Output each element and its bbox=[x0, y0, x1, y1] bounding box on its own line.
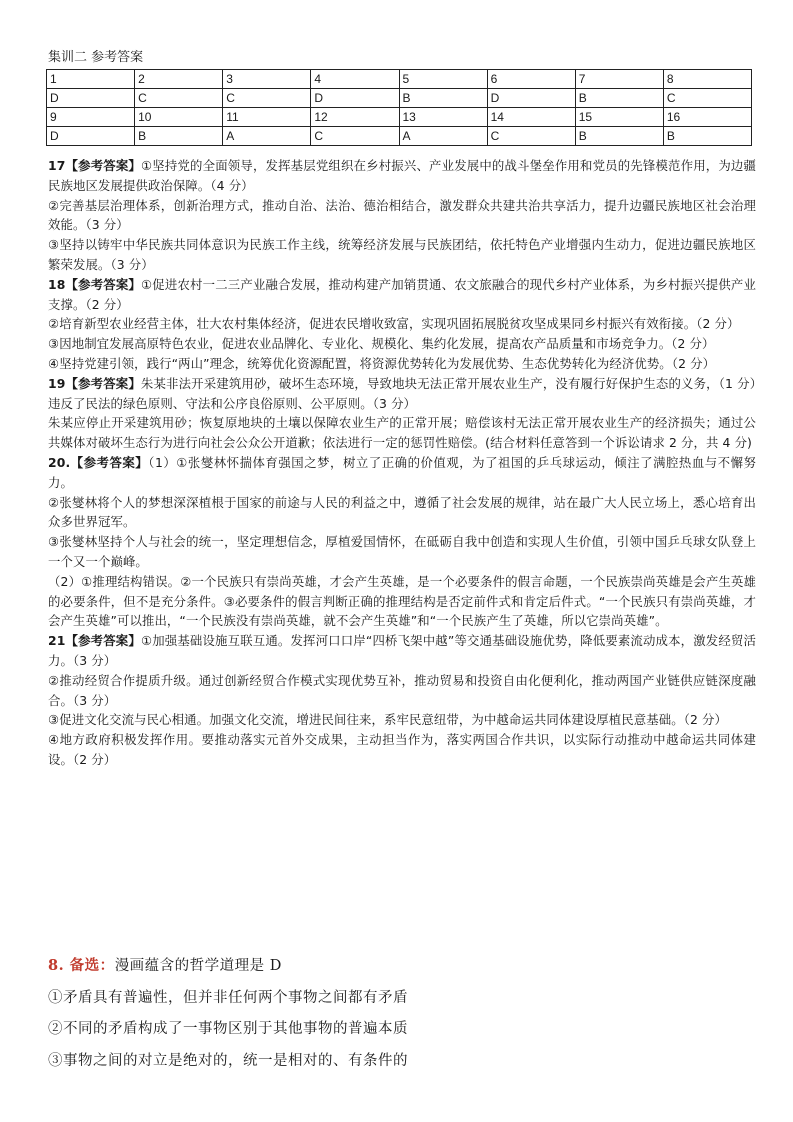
backup-option: ③事物之间的对立是绝对的，统一是相对的、有条件的 bbox=[48, 1052, 408, 1069]
answer-paragraph bbox=[48, 354, 756, 374]
answer-paragraph bbox=[48, 710, 756, 730]
answer-paragraph bbox=[48, 572, 756, 631]
answer-letter-row bbox=[47, 127, 752, 146]
answer-paragraph bbox=[48, 413, 756, 453]
answer-paragraph bbox=[48, 314, 756, 334]
answer-paragraph bbox=[48, 532, 756, 572]
answer-paragraph bbox=[48, 235, 756, 275]
answer-text: ①加强基础设施互联互通。发挥河口口岸“四桥飞架中越”等交通基础设施优势，降低要素流动成本，激发经贸活力。（3 分） bbox=[48, 633, 757, 668]
question-number-cell: 5 bbox=[399, 70, 487, 89]
question-reference-label: 19【参考答案】 bbox=[48, 375, 141, 391]
backup-heading: 8. 备选： bbox=[48, 957, 115, 974]
question-number-cell: 10 bbox=[135, 108, 223, 127]
answer-table bbox=[46, 69, 752, 146]
answer-text: ③坚持以铸牢中华民族共同体意识为民族工作主线，统筹经济发展与民族团结，依托特色产业增强内生动力，促进边疆民族地区繁荣发展。（3 分） bbox=[48, 237, 756, 272]
answer-text: ②完善基层治理体系，创新治理方式，推动自治、法治、德治相结合，激发群众共建共治共享活力，提升边疆民族地区社会治理效能。（3 分） bbox=[48, 197, 756, 233]
answer-text: （1）①张燮林怀揣体育强国之梦，树立了正确的价值观，为了祖国的乒乓球运动，倾注了满腔热血与不懈努力。 bbox=[48, 454, 757, 490]
question-number-cell: 13 bbox=[399, 108, 487, 127]
question-number-cell: 7 bbox=[575, 70, 663, 89]
answer-letter-cell: C bbox=[663, 89, 751, 108]
answer-letter-cell: A bbox=[223, 127, 311, 146]
backup-question-line bbox=[48, 950, 756, 983]
question-number-cell: 16 bbox=[663, 108, 751, 127]
question-number-cell: 6 bbox=[487, 70, 575, 89]
answer-letter-cell: D bbox=[311, 89, 399, 108]
answer-text: ②推动经贸合作提质升级。通过创新经贸合作模式实现优势互补，推动贸易和投资自由化便利化，推动两国产业链供应链深度融合。（3 分） bbox=[48, 672, 756, 708]
backup-option: ②不同的矛盾构成了一事物区别于其他事物的普遍本质 bbox=[48, 1021, 408, 1037]
answer-text: ④地方政府积极发挥作用。要推动落实元首外交成果，主动担当作为，落实两国合作共识，以实际行动推动中越命运共同体建设。（2 分） bbox=[48, 732, 756, 767]
answer-paragraph bbox=[48, 671, 756, 711]
answer-letter-cell: B bbox=[575, 127, 663, 146]
answer-letter-cell: B bbox=[575, 89, 663, 108]
answer-letter-cell: C bbox=[311, 127, 399, 146]
answer-letter-cell: B bbox=[663, 127, 751, 146]
answer-text: ③张燮林坚持个人与社会的统一，坚定理想信念，厚植爱国情怀，在砥砺自我中创造和实现人生价值，引领中国乒乓球女队登上一个又一个巅峰。 bbox=[48, 534, 756, 569]
question-reference-label: 20.【参考答案】 bbox=[48, 454, 149, 470]
answer-paragraph bbox=[48, 156, 756, 196]
backup-option: ①矛盾具有普遍性，但并非任何两个事物之间都有矛盾 bbox=[48, 989, 408, 1006]
question-reference-label: 17【参考答案】 bbox=[48, 158, 142, 173]
question-number-cell: 9 bbox=[47, 108, 135, 127]
answer-letter-cell: D bbox=[47, 127, 135, 146]
question-reference-label: 21【参考答案】 bbox=[48, 633, 141, 649]
answer-text: ④坚持党建引领，践行“两山”理念，统筹优化资源配置，将资源优势转化为发展优势、生态优势转化为经济优势。（2 分） bbox=[48, 355, 716, 371]
answer-text: 朱某应停止开采建筑用砂；恢复原地块的土壤以保障农业生产的正常开展；赔偿该村无法正常开展农业生产的经济损失；通过公共媒体对破坏生态行为进行向社会公众公开道歉；依法进行一定的惩罚性赔偿。(结合材料任意答到一个诉讼请求 2 分，共 4 分) bbox=[48, 415, 756, 451]
answer-text: ②培育新型农业经营主体，壮大农村集体经济，促进农民增收致富，实现巩固拓展脱贫攻坚成果同乡村振兴有效衔接。（2 分） bbox=[48, 316, 740, 332]
answer-text: 朱某非法开采建筑用砂，破坏生态环境，导致地块无法正常开展农业生产，没有履行好保护生态的义务，（1 分）违反了民法的绿色原则、守法和公序良俗原则、公平原则。（3 分） bbox=[48, 375, 756, 411]
answer-paragraph bbox=[48, 374, 756, 414]
answer-text: ①促进农村一二三产业融合发展，推动构建产加销贯通、农文旅融合的现代乡村产业体系，为乡村振兴提供产业支撑。（2 分） bbox=[48, 276, 756, 312]
question-number-row bbox=[47, 70, 752, 89]
question-number-cell: 14 bbox=[487, 108, 575, 127]
answer-paragraph bbox=[48, 493, 756, 533]
answer-explanations bbox=[48, 156, 756, 770]
question-number-cell: 8 bbox=[663, 70, 751, 89]
answer-text: ③因地制宜发展高原特色农业，促进农业品牌化、专业化、规模化、集约化发展，提高农产品质量和市场竞争力。（2 分） bbox=[48, 336, 715, 352]
question-number-cell: 3 bbox=[223, 70, 311, 89]
answer-paragraph bbox=[48, 631, 756, 671]
answer-letter-row bbox=[47, 89, 752, 108]
answer-paragraph bbox=[48, 730, 756, 770]
question-number-cell: 15 bbox=[575, 108, 663, 127]
answer-text: ③促进文化交流与民心相通。加强文化交流，增进民间往来，系牢民意纽带，为中越命运共同体建设厚植民意基础。（2 分） bbox=[48, 712, 728, 728]
question-number-cell: 1 bbox=[47, 70, 135, 89]
answer-letter-cell: D bbox=[487, 89, 575, 108]
question-number-row bbox=[47, 108, 752, 127]
question-reference-label: 18【参考答案】 bbox=[48, 276, 142, 292]
answer-text: ①坚持党的全面领导，发挥基层党组织在乡村振兴、产业发展中的战斗堡垒作用和党员的先锋模范作用，为边疆民族地区发展提供政治保障。（4 分） bbox=[48, 158, 756, 193]
question-number-cell: 11 bbox=[223, 108, 311, 127]
answer-text: ②张燮林将个人的梦想深深植根于国家的前途与人民的利益之中，遵循了社会发展的规律，站在最广大人民立场上，悉心培育出众多世界冠军。 bbox=[48, 494, 756, 530]
answer-paragraph bbox=[48, 334, 756, 354]
page-title: 集训二 参考答案 bbox=[48, 50, 144, 65]
answer-paragraph bbox=[48, 275, 756, 315]
answer-paragraph bbox=[48, 196, 756, 236]
answer-letter-cell: B bbox=[399, 89, 487, 108]
answer-paragraph bbox=[48, 453, 756, 493]
answer-letter-cell: C bbox=[487, 127, 575, 146]
question-number-cell: 2 bbox=[135, 70, 223, 89]
answer-letter-cell: B bbox=[135, 127, 223, 146]
answer-text: （2）①推理结构错误。②一个民族只有崇尚英雄，才会产生英雄，是一个必要条件的假言命题，一个民族崇尚英雄是会产生英雄的必要条件，但不是充分条件。③必要条件的假言判断正确的推理结构是否定前件式和肯定后件式。“一个民族只有崇尚英雄，才会产生英雄”可以推出，“一个民族没有崇尚英雄，就不会产生英雄”和“一个民族产生了英雄，所以它崇尚英雄”。 bbox=[48, 573, 756, 629]
question-number-cell: 4 bbox=[311, 70, 399, 89]
answer-letter-cell: C bbox=[135, 89, 223, 108]
question-number-cell: 12 bbox=[311, 108, 399, 127]
backup-question-text: 漫画蕴含的哲学道理是 D bbox=[114, 958, 282, 974]
answer-letter-cell: A bbox=[399, 127, 487, 146]
backup-question bbox=[48, 950, 756, 1077]
answer-letter-cell: D bbox=[47, 89, 135, 108]
answer-letter-cell: C bbox=[223, 89, 311, 108]
